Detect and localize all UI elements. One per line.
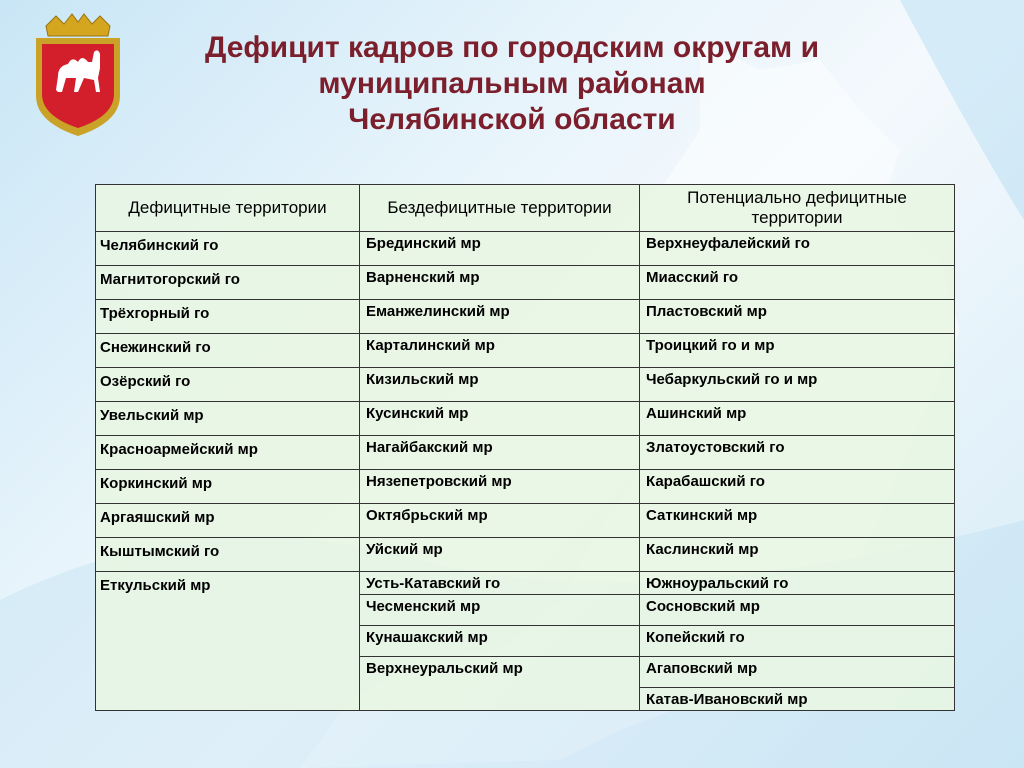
nondeficit-cell: Варненский мр bbox=[360, 266, 640, 300]
potential-cell: Пластовский мр bbox=[640, 300, 955, 334]
potential-cell: Карабашский го bbox=[640, 470, 955, 504]
table-row bbox=[96, 402, 955, 436]
deficit-cell: Трёхгорный го bbox=[96, 300, 360, 334]
nondeficit-cell: Верхнеуральский мр bbox=[360, 657, 640, 711]
nondeficit-cell: Нагайбакский мр bbox=[360, 436, 640, 470]
table-row bbox=[96, 436, 955, 470]
deficit-cell: Аргаяшский мр bbox=[96, 504, 360, 538]
title-line-2: муниципальным районам bbox=[318, 67, 706, 100]
table-row bbox=[96, 368, 955, 402]
nondeficit-cell: Кунашакский мр bbox=[360, 626, 640, 657]
potential-cell: Ашинский мр bbox=[640, 402, 955, 436]
table-row bbox=[96, 504, 955, 538]
nondeficit-cell: Кизильский мр bbox=[360, 368, 640, 402]
deficit-cell: Коркинский мр bbox=[96, 470, 360, 504]
table-row bbox=[96, 470, 955, 504]
table-row bbox=[96, 300, 955, 334]
potential-cell: Сосновский мр bbox=[640, 595, 955, 626]
potential-cell: Троицкий го и мр bbox=[640, 334, 955, 368]
nondeficit-cell: Усть-Катавский го bbox=[360, 572, 640, 595]
deficit-cell: Еткульский мр bbox=[96, 572, 360, 711]
potential-cell: Миасский го bbox=[640, 266, 955, 300]
deficit-cell: Челябинский го bbox=[96, 232, 360, 266]
page-title bbox=[140, 30, 884, 138]
nondeficit-cell: Брединский мр bbox=[360, 232, 640, 266]
potential-cell: Южноуральский го bbox=[640, 572, 955, 595]
deficit-cell: Увельский мр bbox=[96, 402, 360, 436]
potential-cell: Копейский го bbox=[640, 626, 955, 657]
deficit-cell: Озёрский го bbox=[96, 368, 360, 402]
deficit-cell: Магнитогорский го bbox=[96, 266, 360, 300]
nondeficit-cell: Кусинский мр bbox=[360, 402, 640, 436]
table-row bbox=[96, 572, 955, 595]
table-row bbox=[96, 334, 955, 368]
table-row bbox=[96, 266, 955, 300]
territories-table bbox=[95, 184, 955, 711]
potential-cell: Саткинский мр bbox=[640, 504, 955, 538]
deficit-cell: Кыштымский го bbox=[96, 538, 360, 572]
table-row bbox=[96, 538, 955, 572]
nondeficit-cell: Карталинский мр bbox=[360, 334, 640, 368]
potential-cell: Каслинский мр bbox=[640, 538, 955, 572]
header-nondeficit: Бездефицитные территории bbox=[360, 185, 640, 232]
deficit-cell: Снежинский го bbox=[96, 334, 360, 368]
potential-cell: Катав-Ивановский мр bbox=[640, 688, 955, 711]
header-deficit: Дефицитные территории bbox=[96, 185, 360, 232]
nondeficit-cell: Еманжелинский мр bbox=[360, 300, 640, 334]
potential-cell: Чебаркульский го и мр bbox=[640, 368, 955, 402]
nondeficit-cell: Нязепетровский мр bbox=[360, 470, 640, 504]
table-row bbox=[96, 232, 955, 266]
nondeficit-cell: Чесменский мр bbox=[360, 595, 640, 626]
nondeficit-cell: Уйский мр bbox=[360, 538, 640, 572]
potential-cell: Златоустовский го bbox=[640, 436, 955, 470]
nondeficit-cell: Октябрьский мр bbox=[360, 504, 640, 538]
title-line-3: Челябинской области bbox=[348, 103, 676, 136]
deficit-cell: Красноармейский мр bbox=[96, 436, 360, 470]
potential-cell: Агаповский мр bbox=[640, 657, 955, 688]
coat-of-arms-icon bbox=[28, 12, 128, 140]
table-header-row bbox=[96, 185, 955, 232]
header-potential: Потенциально дефицитные территории bbox=[640, 185, 955, 232]
title-line-1: Дефицит кадров по городским округам и bbox=[204, 31, 820, 64]
potential-cell: Верхнеуфалейский го bbox=[640, 232, 955, 266]
